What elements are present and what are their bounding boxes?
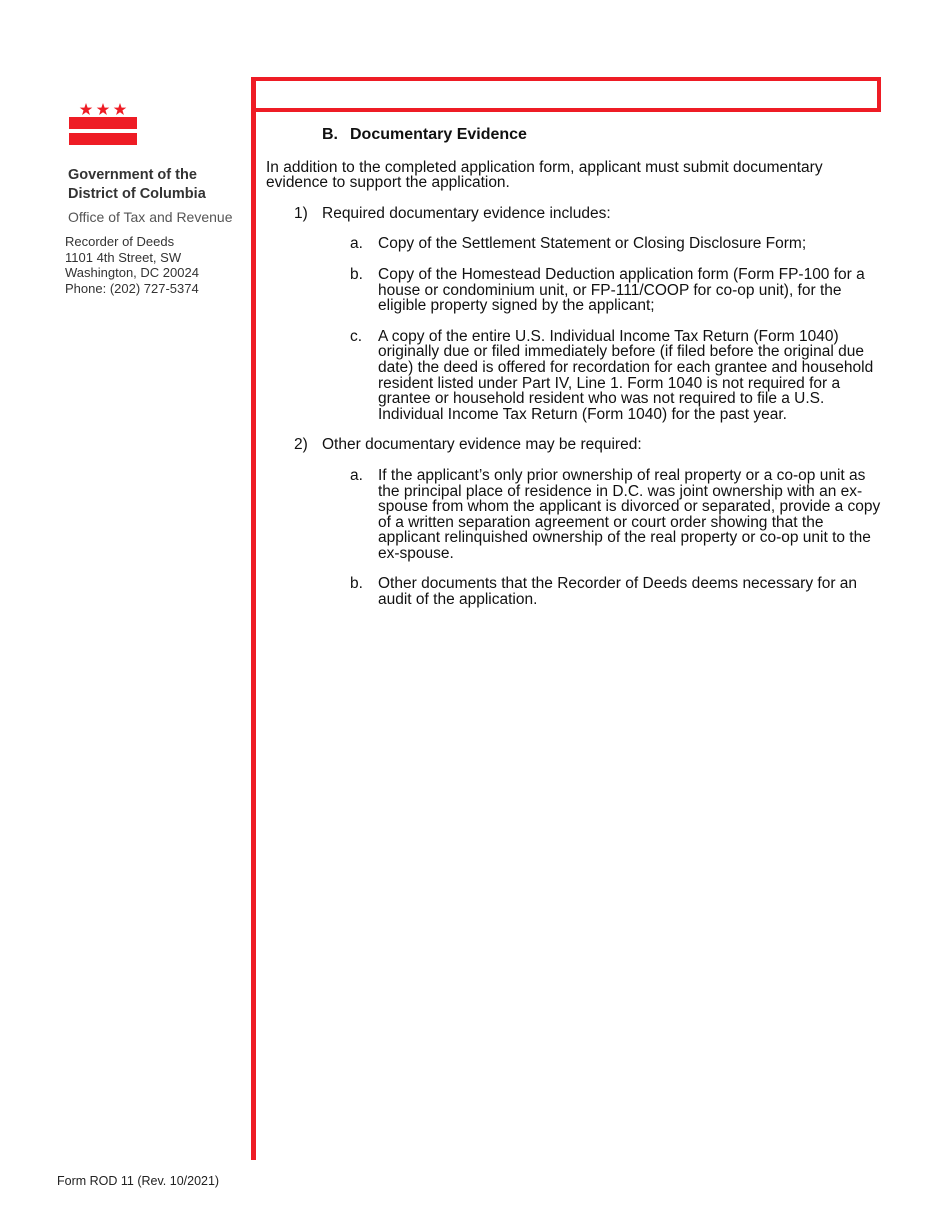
sub-item-text: Copy of the Homestead Deduction application form (Form FP-100 for a house or condominium unit, or FP-111/COOP for co-op unit), for the eligible property signed by the applicant;	[378, 265, 865, 315]
sub-item	[266, 576, 888, 607]
sub-item-text: Other documents that the Recorder of Deeds deems necessary for an audit of the application.	[378, 575, 858, 609]
list-item-1	[266, 206, 888, 222]
address-line: Washington, DC 20024	[65, 265, 199, 280]
section-letter: B.	[322, 126, 338, 143]
address-line: 1101 4th Street, SW	[65, 249, 182, 265]
sub-item-letter: a.	[350, 235, 363, 253]
item-text: Other documentary evidence may be required:	[322, 436, 642, 454]
item-number: 2)	[294, 436, 308, 454]
list-item-2	[266, 437, 888, 453]
star-icon	[80, 103, 127, 115]
address-line: Recorder of Deeds	[65, 234, 175, 249]
sub-item	[266, 267, 888, 314]
red-title-box	[251, 77, 881, 112]
form-footer: Form ROD 11 (Rev. 10/2021)	[57, 1174, 220, 1188]
gov-line-1: Government of the	[68, 167, 197, 183]
section-content	[266, 127, 888, 623]
sub-item-letter: b.	[350, 575, 363, 593]
sub-item-text: If the applicant’s only prior ownership of real property or a co-op unit as the principal place of residence in D.C. was joint ownership with an ex-spouse from whom the applicant is divorced or separated, provide a copy of a written separation agreement or court order showing that the applicant relinquished ownership of the real property or co-op unit to the ex-spouse.	[378, 466, 881, 562]
sub-item	[266, 329, 888, 423]
item-number: 1)	[294, 204, 308, 222]
sublist-1	[266, 236, 888, 422]
sub-item-letter: b.	[350, 265, 363, 283]
sub-item	[266, 236, 888, 252]
phone-line: Phone: (202) 727-5374	[65, 280, 199, 296]
sub-item	[266, 468, 888, 562]
section-intro: In addition to the completed application form, applicant must submit documentary evidence to support the application.	[266, 158, 823, 192]
flag-bar-bottom	[69, 133, 137, 145]
government-name	[68, 166, 206, 204]
gov-line-2: District of Columbia	[68, 186, 206, 202]
dc-flag-logo	[68, 101, 138, 147]
item-text: Required documentary evidence includes:	[322, 204, 611, 222]
sublist-2	[266, 468, 888, 608]
sub-item-text: Copy of the Settlement Statement or Closing Disclosure Form;	[378, 235, 807, 253]
sub-item-letter: c.	[350, 327, 363, 345]
section-title: Documentary Evidence	[350, 126, 527, 143]
section-heading	[322, 127, 888, 143]
flag-bar-top	[69, 117, 137, 129]
red-vertical-rule	[251, 77, 256, 1160]
office-name: Office of Tax and Revenue	[68, 209, 233, 225]
office-address	[65, 234, 199, 296]
sub-item-text: A copy of the entire U.S. Individual Income Tax Return (Form 1040) originally due or filed immediately before (if filed before the original due date) the deed is offered for recordation for each grantee and household resident listed under Part IV, Line 1. Form 1040 is not required for a grantee or household resident who was not required to file a U.S. Individual Income Tax Return (Form 1040) for the past year.	[378, 327, 874, 423]
sub-item-letter: a.	[350, 466, 363, 484]
